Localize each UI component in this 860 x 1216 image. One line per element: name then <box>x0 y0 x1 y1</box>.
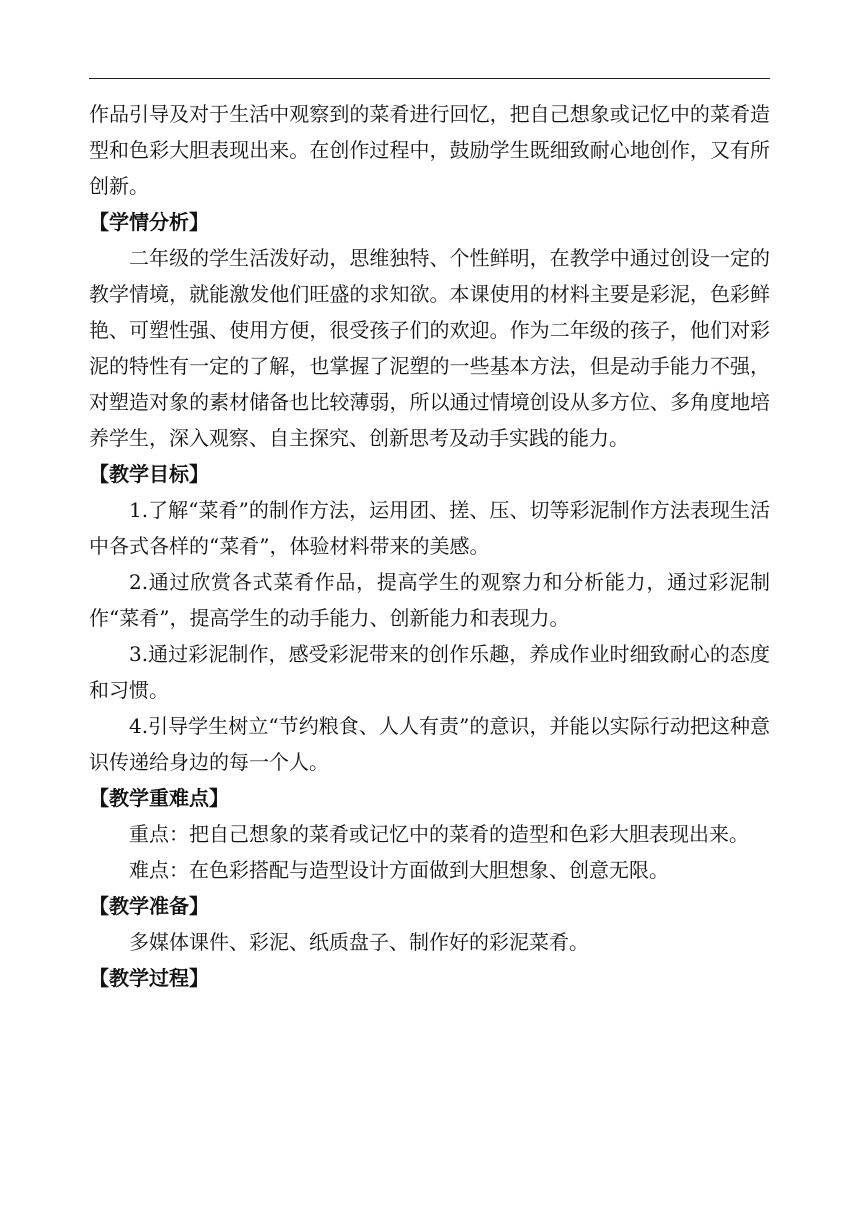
goal-item-3: 3.通过彩泥制作，感受彩泥带来的创作乐趣，养成作业时细致耐心的态度和习惯。 <box>89 642 770 702</box>
keypoints-heading: 【教学重难点】 <box>89 786 229 810</box>
preparation-heading: 【教学准备】 <box>89 894 209 918</box>
goal-item-2: 2.通过欣赏各式菜肴作品，提高学生的观察力和分析能力，通过彩泥制作“菜肴”，提高学生的动手能力、创新能力和表现力。 <box>89 570 770 630</box>
intro-paragraph: 作品引导及对于生活中观察到的菜肴进行回忆，把自己想象或记忆中的菜肴造型和色彩大胆表现出来。在创作过程中，鼓励学生既细致耐心地创作，又有所创新。 <box>89 102 770 198</box>
difficulty-paragraph: 难点：在色彩搭配与造型设计方面做到大胆想象、创意无限。 <box>129 858 669 882</box>
goal-item-4: 4.引导学生树立“节约粮食、人人有责”的意识，并能以实际行动把这种意识传递给身边的每一个人。 <box>89 714 770 774</box>
analysis-paragraph: 二年级的学生活泼好动，思维独特、个性鲜明，在教学中通过创设一定的教学情境，就能激发他们旺盛的求知欲。本课使用的材料主要是彩泥，色彩鲜艳、可塑性强、使用方便，很受孩子们的欢迎。作为二年级的孩子，他们对彩泥的特性有一定的了解，也掌握了泥塑的一些基本方法，但是动手能力不强，对塑造对象的素材储备也比较薄弱，所以通过情境创设从多方位、多角度地培养学生，深入观察、自主探究、创新思考及动手实践的能力。 <box>89 246 770 450</box>
goals-heading: 【教学目标】 <box>89 462 209 486</box>
document-body <box>89 96 770 996</box>
header-rule <box>89 78 770 79</box>
analysis-heading: 【学情分析】 <box>89 210 209 234</box>
process-heading: 【教学过程】 <box>89 966 209 990</box>
preparation-paragraph: 多媒体课件、彩泥、纸质盘子、制作好的彩泥菜肴。 <box>129 930 589 954</box>
goal-item-1: 1.了解“菜肴”的制作方法，运用团、搓、压、切等彩泥制作方法表现生活中各式各样的“菜肴”，体验材料带来的美感。 <box>89 498 770 558</box>
focus-paragraph: 重点：把自己想象的菜肴或记忆中的菜肴的造型和色彩大胆表现出来。 <box>129 822 749 846</box>
